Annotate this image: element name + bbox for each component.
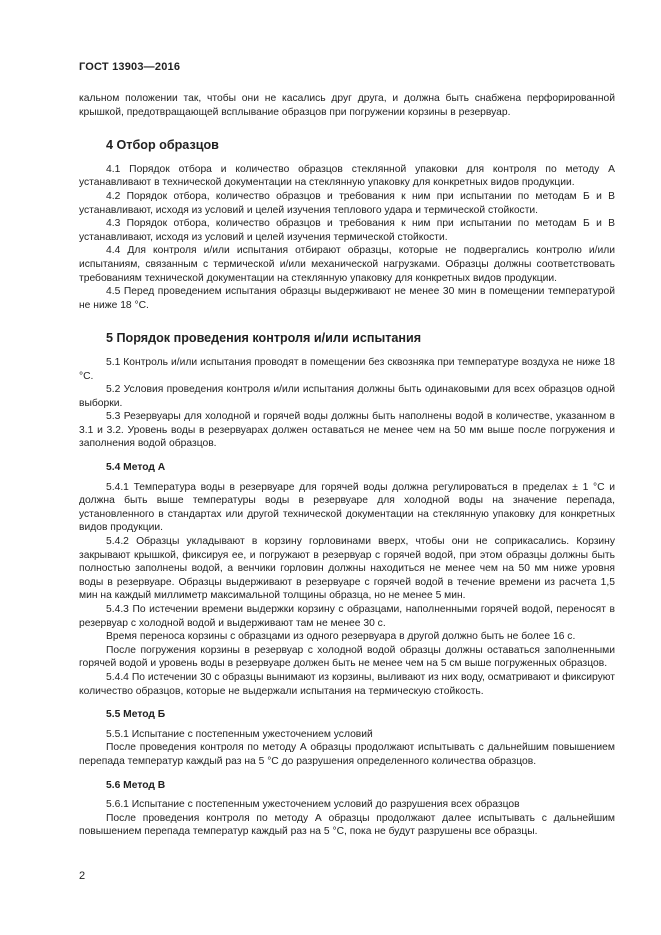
- standard-code-header: ГОСТ 13903—2016: [79, 61, 181, 73]
- method-b-heading: 5.5 Метод Б: [106, 709, 166, 721]
- paragraph-5-3: 5.3 Резервуары для холодной и горячей воды должны быть наполнены водой в количестве, указанном в 3.1 и 3.2. Уровень воды в резервуарах должен оставаться не менее чем на 50 мм выше после погружения и заполнения водой образцов.: [79, 411, 615, 450]
- paragraph-after-immersion: После погружения корзины в резервуар с холодной водой образцы должны оставаться заполненными горячей водой и уровень воды в резервуаре должен быть не менее чем на 5 см выше погруженных образцов.: [79, 644, 615, 670]
- document-body: [79, 92, 615, 839]
- method-v-heading: 5.6 Метод В: [106, 779, 166, 791]
- paragraph-5-5-1: 5.5.1 Испытание с постепенным ужесточением условий: [106, 728, 373, 740]
- paragraph-5-4-4: 5.4.4 По истечении 30 с образцы вынимают из корзины, выливают из них воду, осматривают и фиксируют количество образцов, которые не выдержали испытания на термическую стойкость.: [79, 671, 615, 697]
- paragraph-5-1: 5.1 Контроль и/или испытания проводят в помещении без сквозняка при температуре воздуха не ниже 18 °С.: [79, 356, 615, 382]
- paragraph-5-2: 5.2 Условия проведения контроля и/или испытания должны быть одинаковыми для всех образцов одной выборки.: [79, 384, 615, 409]
- paragraph-method-b-body: После проведения контроля по методу А образцы продолжают испытывать с дальнейшим повышением перепада температур каждый раз на 5 °С до разрушения определенного количества образцов.: [79, 742, 615, 767]
- page-number: 2: [79, 870, 86, 882]
- paragraph-4-5: 4.5 Перед проведением испытания образцы выдерживают не менее 30 мин в помещении температурой не ниже 18 °С.: [79, 286, 615, 311]
- paragraph-5-4-1: 5.4.1 Температура воды в резервуаре для горячей воды должна регулироваться в пределах ± 1 °С и должна быть выше температуры воды в резервуаре для холодной воды на значение перепада, установленного в стандартах или другой технической документации на стеклянную упаковку для конкретных видов продукции.: [79, 481, 615, 534]
- paragraph-transfer-time: Время переноса корзины с образцами из одного резервуара в другой должно быть не более 16 с.: [106, 631, 576, 643]
- section-4-heading: 4 Отбор образцов: [106, 138, 219, 153]
- paragraph-method-v-body: После проведения контроля по методу А образцы продолжают далее испытывать с дальнейшим повышением перепада температур каждый раз на 5 °С, пока не будут разрушены все образцы.: [79, 812, 615, 838]
- section-5-heading: 5 Порядок проведения контроля и/или испытания: [106, 331, 422, 346]
- paragraph-4-4: 4.4 Для контроля и/или испытания отбирают образцы, которые не подвергались контролю и/или испытаниям, связанным с термической и/или механической нагрузками. Образцы должны соответствовать требованиям технической документации на стеклянную упаковку для конкретных видов продукции.: [79, 245, 615, 284]
- intro-paragraph: кальном положении так, чтобы они не касались друг друга, и должна быть снабжена перфорированной крышкой, предотвращающей всплывание образцов при погружении корзины в резервуар.: [79, 93, 615, 118]
- paragraph-5-4-3: 5.4.3 По истечении времени выдержки корзину с образцами, наполненными горячей водой, переносят в резервуар с холодной водой и выдерживают там не менее 30 с.: [79, 604, 615, 629]
- paragraph-5-6-1: 5.6.1 Испытание с постепенным ужесточением условий до разрушения всех образцов: [106, 799, 520, 811]
- paragraph-4-3: 4.3 Порядок отбора, количество образцов и требования к ним при испытании по методам Б и В устанавливают, исходя из условий и целей изучения термической стойкости.: [79, 218, 615, 243]
- paragraph-4-2: 4.2 Порядок отбора, количество образцов и требования к ним при испытании по методам Б и В устанавливают, исходя из условий и целей изучения теплового удара и термической стойкости.: [79, 190, 615, 216]
- paragraph-5-4-2: 5.4.2 Образцы укладывают в корзину горловинами вверх, чтобы они не соприкасались. Корзину закрывают крышкой, фиксируя ее, и погружают в резервуар с горячей водой, при этом образцы должны быть полностью заполнены водой, а венчики горловин должны находиться не менее чем на 50 мм ниже уровня воды в резервуаре. Образцы выдерживают в резервуаре с горячей водой в течение времени из расчета 1,5 мин на каждый миллиметр максимальной толщины образца, но не менее 5 мин.: [79, 536, 615, 602]
- paragraph-4-1: 4.1 Порядок отбора и количество образцов стеклянной упаковки для контроля по методу А устанавливают в технической документации на стеклянную упаковку для конкретных видов продукции.: [79, 163, 615, 189]
- method-a-heading: 5.4 Метод А: [106, 462, 166, 474]
